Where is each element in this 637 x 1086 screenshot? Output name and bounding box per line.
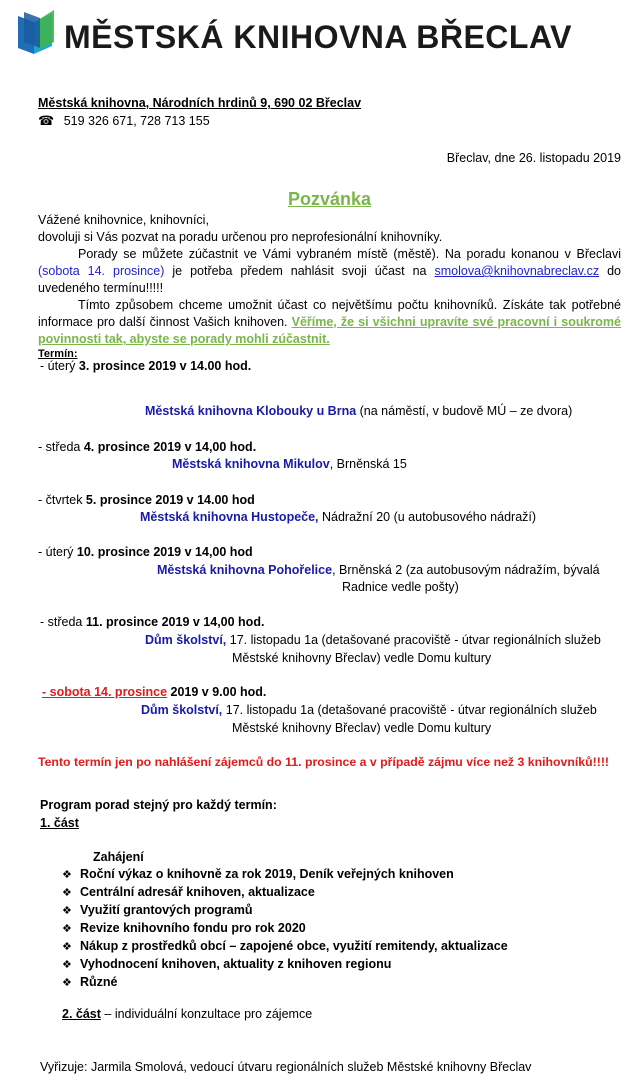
program-title: Program porad stejný pro každý termín: [40, 798, 277, 812]
intro-text: dovoluji si Vás pozvat na poradu určenou pro neprofesionální knihovníky. [38, 230, 443, 244]
list-item: ❖ Revize knihovního fondu pro rok 2020 [62, 920, 508, 938]
term-date: - úterý 10. prosince 2019 v 14,00 hod [38, 545, 253, 559]
diamond-bullet-icon: ❖ [62, 923, 72, 935]
term-date: - středa 4. prosince 2019 v 14,00 hod. [38, 440, 257, 454]
term-place: Městská knihovna Klobouky u Brna (na náměstí, v budově MÚ – ze dvora) [145, 404, 573, 418]
term-address-cont: Radnice vedle pošty) [342, 580, 459, 594]
salutation: Vážené knihovnice, knihovníci, [38, 213, 209, 227]
diamond-bullet-icon: ❖ [62, 941, 72, 953]
library-title: MĚSTSKÁ KNIHOVNA BŘECLAV [64, 19, 573, 55]
program-opening: Zahájení [93, 850, 144, 864]
program-part1: 1. část [40, 816, 79, 830]
term-place: Dům školství, 17. listopadu 1a (detašované pracoviště - útvar regionálních služeb [141, 703, 597, 717]
program-part2: 2. část – individuální konzultace pro zájemce [62, 1007, 313, 1021]
address-line: Městská knihovna, Národních hrdinů 9, 690 02 Břeclav [38, 96, 362, 110]
phone-numbers: 519 326 671, 728 713 155 [63, 114, 210, 128]
diamond-bullet-icon: ❖ [62, 869, 72, 881]
term-address-cont: Městské knihovny Břeclav) vedle Domu kultury [232, 721, 492, 735]
term-date: - úterý 3. prosince 2019 v 14.00 hod. [40, 359, 252, 373]
phone-icon: ☎ [38, 113, 55, 128]
diamond-bullet-icon: ❖ [62, 959, 72, 971]
list-item: ❖ Centrální adresář knihoven, aktualizace [62, 884, 508, 902]
warning-note: Tento termín jen po nahlášení zájemců do 11. prosince a v případě zájmu více než 3 knihovníků!!!! [38, 755, 610, 769]
term-place: Městská knihovna Hustopeče, Nádražní 20 (u autobusového nádraží) [140, 510, 537, 524]
list-item: ❖ Vyhodnocení knihoven, aktuality z knihoven regionu [62, 956, 508, 974]
list-item: ❖ Nákup z prostředků obcí – zapojené obce, využití remitendy, aktualizace [62, 938, 508, 956]
term-date: - středa 11. prosince 2019 v 14,00 hod. [40, 615, 265, 629]
term-place: Městská knihovna Pohořelice, Brněnská 2 (za autobusovým nádražím, bývalá [157, 563, 600, 577]
term-date: - čtvrtek 5. prosince 2019 v 14.00 hod [38, 493, 255, 507]
term-place: Městská knihovna Mikulov, Brněnská 15 [172, 457, 407, 471]
list-item: ❖ Využití grantových programů [62, 902, 508, 920]
library-book-logo-icon [14, 8, 60, 58]
termin-label: Termín: [38, 348, 78, 360]
term-date: - sobota 14. prosince 2019 v 9.00 hod. [42, 685, 267, 699]
diamond-bullet-icon: ❖ [62, 887, 72, 899]
page-heading: Pozvánka [287, 189, 372, 209]
diamond-bullet-icon: ❖ [62, 905, 72, 917]
footer-contact: Vyřizuje: Jarmila Smolová, vedoucí útvaru regionálních služeb Městské knihovny Břeclav [40, 1060, 532, 1074]
green-note: Věříme, že si všichni upravíte své pracovní i soukromé povinnosti tak, abyste se porady mohli zúčastnit. [38, 315, 621, 346]
diamond-bullet-icon: ❖ [62, 977, 72, 989]
paragraph-registration: Porady se můžete zúčastnit ve Vámi vybraném místě (městě). Na poradu konanou v Břeclavi (sobota 14. prosince) je potřeba předem nahlásit svoji účast na smolova@knihovnabreclav.cz do uvedeného termínu!!!!! [38, 247, 621, 295]
highlight-date: (sobota 14. prosince) [38, 264, 165, 278]
list-item: ❖ Různé [62, 974, 508, 992]
term-address-cont: Městské knihovny Břeclav) vedle Domu kultury [232, 651, 492, 665]
list-item: ❖ Roční výkaz o knihovně za rok 2019, Deník veřejných knihoven [62, 866, 508, 884]
paragraph-purpose: Tímto způsobem chceme umožnit účast co největšímu počtu knihovníků. Získáte tak potřebné informace pro další činnost Vašich knihoven. Věříme, že si všichni upravíte své pracovní i soukromé povinnosti tak, abyste se porady mohli zúčastnit. [38, 298, 621, 346]
term-place: Dům školství, 17. listopadu 1a (detašované pracoviště - útvar regionálních služeb [145, 633, 601, 647]
letter-date: Břeclav, dne 26. listopadu 2019 [446, 151, 621, 165]
program-list [62, 866, 508, 992]
email-link[interactable]: smolova@knihovnabreclav.cz [434, 264, 600, 278]
